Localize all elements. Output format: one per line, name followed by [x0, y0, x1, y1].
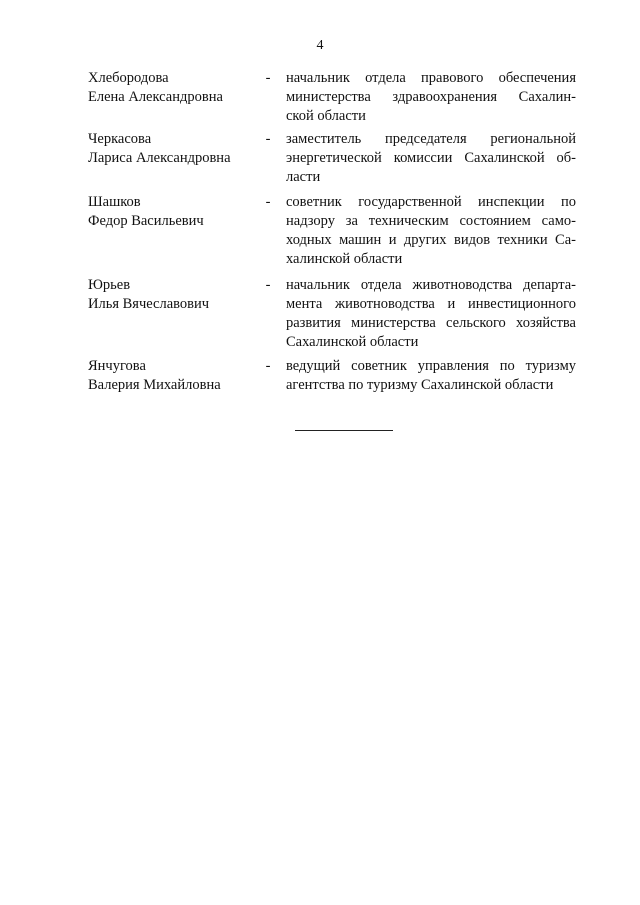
person-name — [88, 276, 258, 314]
position-description — [286, 69, 576, 126]
person-name — [88, 193, 258, 231]
position-line: ведущий советник управления по туризму — [286, 358, 576, 374]
surname: Янчугова — [88, 358, 146, 374]
position-line: начальник отдела правового обеспечения — [286, 70, 576, 86]
end-of-list-divider — [295, 430, 393, 431]
given-names: Федор Васильевич — [88, 213, 204, 229]
dash-separator: - — [265, 358, 271, 374]
position-description — [286, 130, 576, 187]
given-names: Илья Вячеславович — [88, 296, 210, 312]
surname: Черкасова — [88, 131, 152, 147]
position-line: развития министерства сельского хозяйства — [286, 315, 576, 331]
given-names: Елена Александровна — [88, 89, 223, 105]
dash-separator: - — [265, 70, 271, 86]
position-line: агентства по туризму Сахалинской области — [286, 377, 554, 393]
dash-separator: - — [265, 194, 271, 210]
page-number: 4 — [316, 38, 324, 53]
position-line: ской области — [286, 108, 366, 124]
position-line: министерства здравоохранения Сахалин- — [286, 89, 576, 105]
surname: Хлебородова — [88, 70, 169, 86]
dash-separator: - — [265, 277, 271, 293]
position-line: энергетической комиссии Сахалинской об- — [286, 150, 576, 166]
position-line: Сахалинской области — [286, 334, 419, 350]
position-line: начальник отдела животноводства департа- — [286, 277, 576, 293]
position-line: заместитель председателя региональной — [286, 131, 576, 147]
person-name — [88, 130, 258, 168]
position-line: ласти — [286, 169, 321, 185]
given-names: Лариса Александровна — [88, 150, 231, 166]
person-name — [88, 357, 258, 395]
given-names: Валерия Михайловна — [88, 377, 221, 393]
dash-separator: - — [265, 131, 271, 147]
position-description — [286, 193, 576, 269]
position-line: надзору за техническим состоянием само- — [286, 213, 576, 229]
position-line: халинской области — [286, 251, 403, 267]
position-line: ходных машин и других видов техники Са- — [286, 232, 576, 248]
person-name — [88, 69, 258, 107]
position-line: мента животноводства и инвестиционного — [286, 296, 576, 312]
surname: Шашков — [88, 194, 141, 210]
position-line: советник государственной инспекции по — [286, 194, 576, 210]
position-description — [286, 276, 576, 352]
surname: Юрьев — [88, 277, 131, 293]
position-description — [286, 357, 576, 395]
